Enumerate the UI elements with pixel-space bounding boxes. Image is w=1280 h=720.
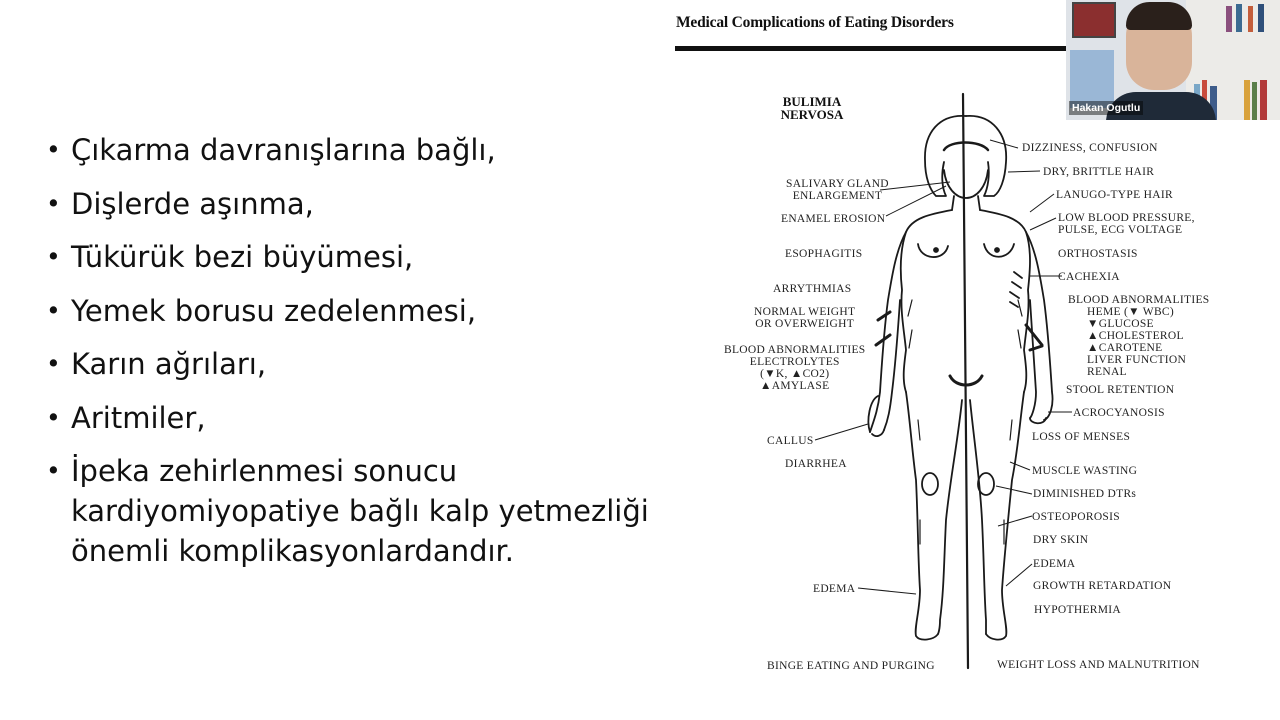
bullet-dot: • [46,135,61,164]
bullet-dot: • [46,295,61,325]
label-normal-weight: NORMAL WEIGHT OR OVERWEIGHT [754,306,856,330]
label-dry-skin: DRY SKIN [1033,534,1089,546]
figure-title: Medical Complications of Eating Disorders [676,14,954,31]
participant-name: Hakan Ogutlu [1069,101,1143,115]
wall-poster [1072,2,1116,38]
label-arrythmias: ARRYTHMIAS [773,283,852,295]
label-blood-right: BLOOD ABNORMALITIES HEME (▼ WBC) ▼GLUCOSE ▲CHOLESTEROL ▲CAROTENE LIVER FUNCTION RENAL [1068,294,1210,378]
label-orthostasis: ORTHOSTASIS [1058,248,1138,260]
label-stool: STOOL RETENTION [1066,384,1175,396]
book-stack [1070,50,1114,108]
bullet-dot: • [46,188,61,218]
label-enamel: ENAMEL EROSION [781,213,886,225]
label-acrocyanosis: ACROCYANOSIS [1073,407,1165,419]
webcam-video-tile[interactable] [1066,0,1280,120]
label-diarrhea: DIARRHEA [785,458,847,470]
figure-heading-bulimia: BULIMIA NERVOSA [780,94,844,122]
person-hair [1126,2,1192,30]
bullet-text: Çıkarma davranışlarına bağlı, [71,133,496,167]
label-cachexia: CACHEXIA [1058,271,1120,283]
bullet-dot: • [46,242,61,271]
label-muscle: MUSCLE WASTING [1032,465,1138,477]
label-osteoporosis: OSTEOPOROSIS [1032,511,1120,523]
right-hair [966,116,1006,196]
label-salivary: SALIVARY GLAND ENLARGEMENT [786,178,889,202]
label-blood-left: BLOOD ABNORMALITIES ELECTROLYTES (▼K, ▲CO2) ▲AMYLASE [724,344,866,392]
bullet-text: İpeka zehirlenmesi sonucu kardiyomiyopatiye bağlı kalp yetmezliği önemli komplikasyonlardandır. [71,454,649,568]
bullet-text: Karın ağrıları, [71,347,267,381]
label-menses: LOSS OF MENSES [1032,431,1131,443]
label-callus: CALLUS [767,435,814,447]
label-growth: GROWTH RETARDATION [1033,580,1172,592]
label-lanugo: LANUGO-TYPE HAIR [1056,189,1173,201]
bullet-text: Dişlerde aşınma, [71,186,314,221]
label-hypothermia: HYPOTHERMIA [1034,604,1121,616]
label-hair: DRY, BRITTLE HAIR [1043,166,1155,178]
bullet-dot: • [46,402,61,432]
bullet-text: Tükürük bezi büyümesi, [71,240,414,274]
label-edema-right: EDEMA [1033,558,1076,570]
bullet-text: Yemek borusu zedelenmesi, [71,293,477,328]
label-esophagitis: ESOPHAGITIS [785,248,863,260]
bullet-dot: • [46,349,61,378]
label-blood-pressure: LOW BLOOD PRESSURE, PULSE, ECG VOLTAGE [1058,212,1195,236]
figure-divider-line [963,94,968,668]
label-edema-left: EDEMA [813,583,856,595]
label-dtr: DIMINISHED DTRs [1033,488,1137,500]
bullet-text: Aritmiler, [71,400,206,435]
label-binge: BINGE EATING AND PURGING [767,660,935,672]
label-weight-loss: WEIGHT LOSS AND MALNUTRITION [997,659,1200,671]
label-dizziness: DIZZINESS, CONFUSION [1022,142,1158,154]
bullet-dot: • [46,456,61,485]
